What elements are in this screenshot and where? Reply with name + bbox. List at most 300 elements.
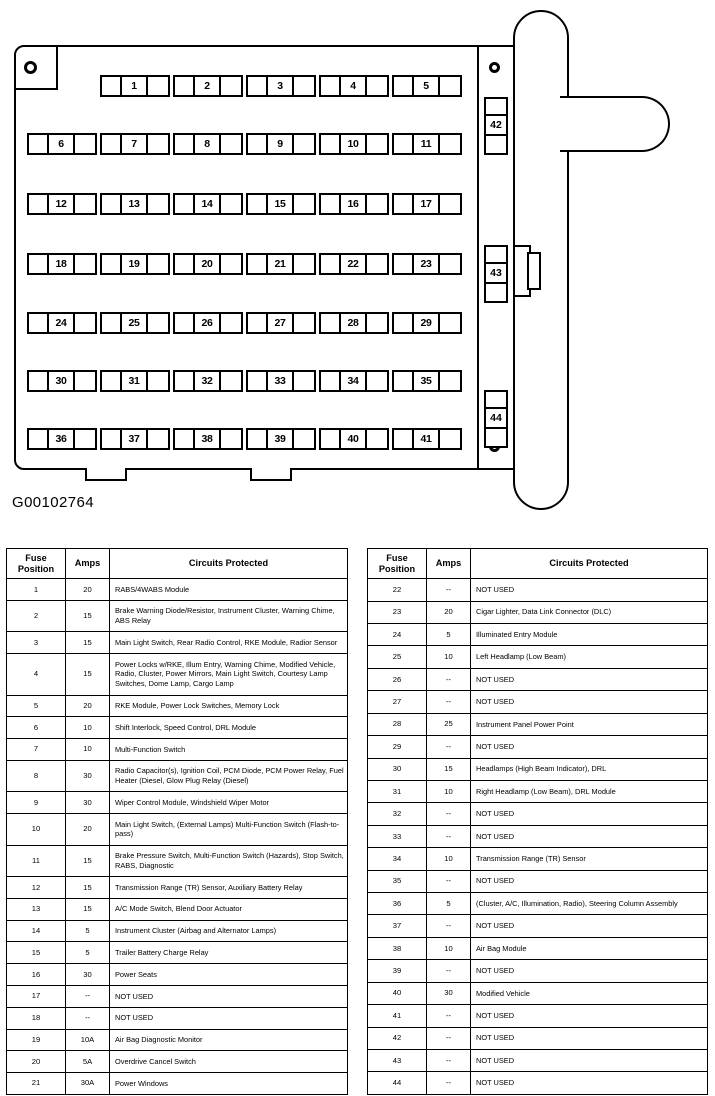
fuse-slot-number: 38 [195, 430, 221, 448]
fuse-slot-cell-left [29, 430, 49, 448]
fuse-slot-29[interactable] [392, 312, 462, 334]
fuse-slot-number: 9 [268, 135, 294, 153]
cell-fuse-position: 12 [7, 877, 66, 899]
cell-amps: 5 [66, 920, 110, 942]
cell-circuits-protected: NOT USED [471, 915, 708, 937]
cell-fuse-position: 42 [368, 1027, 427, 1049]
cell-circuits-protected: RABS/4WABS Module [110, 579, 348, 601]
fuse-slot-cell-right [75, 430, 95, 448]
cell-amps: 30 [66, 964, 110, 986]
fuse-slot-cell-right [294, 372, 314, 390]
fuse-slot-number: 21 [268, 255, 294, 273]
fuse-slot-cell-left [248, 135, 268, 153]
fuse-slot-2[interactable] [173, 75, 243, 97]
table-row [368, 780, 708, 802]
fuse-slot-cell-right [440, 135, 460, 153]
fuse-slot-cell-right [367, 77, 387, 95]
cell-circuits-protected: Air Bag Module [471, 937, 708, 959]
cell-amps: 30 [427, 982, 471, 1004]
fuse-slot-number: 17 [414, 195, 440, 213]
cell-fuse-position: 17 [7, 986, 66, 1008]
fuse-slot-cell-right [221, 77, 241, 95]
cell-fuse-position: 22 [368, 579, 427, 601]
fuse-slot-cell-right [75, 372, 95, 390]
fuse-slot-14[interactable] [173, 193, 243, 215]
fuse-slot-cell-left [175, 135, 195, 153]
fuse-slot-number: 4 [341, 77, 367, 95]
fuse-slot-21[interactable] [246, 253, 316, 275]
fuse-slot-cell-right [367, 255, 387, 273]
fuse-slot-cell-bottom [486, 136, 506, 153]
fuse-slot-cell-left [321, 77, 341, 95]
fuse-slot-cell-right [294, 135, 314, 153]
cell-circuits-protected: Brake Warning Diode/Resistor, Instrument Cluster, Warning Chime, ABS Relay [110, 600, 348, 632]
fuse-slot-number: 7 [122, 135, 148, 153]
table-row [7, 1051, 348, 1073]
header-fuse-position [368, 549, 427, 579]
cell-circuits-protected: NOT USED [471, 668, 708, 690]
fuse-slot-5[interactable] [392, 75, 462, 97]
table-row [368, 1027, 708, 1049]
fuse-slot-cell-left [394, 255, 414, 273]
table-row [368, 803, 708, 825]
figure-caption: G00102764 [12, 494, 95, 511]
fuse-slot-33[interactable] [246, 370, 316, 392]
fuse-table-right [367, 548, 708, 1095]
fuse-slot-cell-right [440, 372, 460, 390]
fuse-slot-number: 44 [486, 409, 506, 429]
cell-fuse-position: 24 [368, 624, 427, 646]
fuse-slot-22[interactable] [319, 253, 389, 275]
fuse-slot-38[interactable] [173, 428, 243, 450]
header-amps: Amps [66, 549, 110, 579]
fuse-slot-9[interactable] [246, 133, 316, 155]
header-fuse-position-line2: Position [17, 563, 55, 574]
cell-fuse-position: 44 [368, 1072, 427, 1094]
fuse-slot-43[interactable] [484, 245, 508, 303]
fuse-slot-cell-left [175, 77, 195, 95]
fuse-slot-number: 30 [49, 372, 75, 390]
fuse-slot-16[interactable] [319, 193, 389, 215]
fuse-slot-1[interactable] [100, 75, 170, 97]
fuse-slot-27[interactable] [246, 312, 316, 334]
fuse-slot-cell-left [394, 135, 414, 153]
connector-block-inner [527, 252, 541, 290]
fuse-slot-number: 27 [268, 314, 294, 332]
cell-circuits-protected: Multi-Function Switch [110, 739, 348, 761]
fuse-slot-number: 15 [268, 195, 294, 213]
fuse-slot-number: 22 [341, 255, 367, 273]
fuse-slot-28[interactable] [319, 312, 389, 334]
cell-fuse-position: 9 [7, 792, 66, 814]
fuse-slot-19[interactable] [100, 253, 170, 275]
cell-amps: 10 [427, 780, 471, 802]
fuse-slot-number: 3 [268, 77, 294, 95]
cell-circuits-protected: Transmission Range (TR) Sensor [471, 848, 708, 870]
cell-amps: 25 [427, 713, 471, 735]
cell-amps: 20 [66, 579, 110, 601]
cell-amps: 10 [66, 739, 110, 761]
cell-fuse-position: 26 [368, 668, 427, 690]
cell-circuits-protected: RKE Module, Power Lock Switches, Memory Lock [110, 695, 348, 717]
fuse-box-diagram [0, 0, 715, 530]
fuse-slot-number: 34 [341, 372, 367, 390]
cell-fuse-position: 40 [368, 982, 427, 1004]
fuse-slot-cell-right [221, 372, 241, 390]
fuse-slot-cell-left [29, 135, 49, 153]
fuse-slot-cell-left [248, 430, 268, 448]
fuse-slot-44[interactable] [484, 390, 508, 448]
cell-fuse-position: 32 [368, 803, 427, 825]
side-panel-screw-hole-top-icon [489, 62, 500, 73]
cell-fuse-position: 11 [7, 845, 66, 877]
fuse-slot-18[interactable] [27, 253, 97, 275]
table-row [368, 579, 708, 601]
fuse-slot-number: 42 [486, 116, 506, 136]
cell-fuse-position: 41 [368, 1005, 427, 1027]
table-row [7, 986, 348, 1008]
header-fuse-position-line1: Fuse [25, 553, 47, 563]
cell-fuse-position: 1 [7, 579, 66, 601]
cell-amps: 10 [66, 717, 110, 739]
cell-amps: 10 [427, 937, 471, 959]
cell-amps: 15 [427, 758, 471, 780]
fuse-slot-cell-top [486, 99, 506, 116]
cell-circuits-protected: Instrument Cluster (Airbag and Alternator Lamps) [110, 920, 348, 942]
table-row [368, 825, 708, 847]
fuse-slot-cell-left [175, 195, 195, 213]
fuse-slot-36[interactable] [27, 428, 97, 450]
cell-fuse-position: 7 [7, 739, 66, 761]
fuse-slot-cell-left [29, 195, 49, 213]
cell-amps: -- [427, 1072, 471, 1094]
cell-circuits-protected: NOT USED [471, 803, 708, 825]
fuse-slot-number: 25 [122, 314, 148, 332]
cell-circuits-protected: NOT USED [471, 870, 708, 892]
fuse-slot-number: 10 [341, 135, 367, 153]
cell-circuits-protected: Shift Interlock, Speed Control, DRL Module [110, 717, 348, 739]
table-row [7, 654, 348, 695]
table-row [368, 758, 708, 780]
fuse-slot-cell-left [321, 372, 341, 390]
fuse-slot-cell-left [102, 77, 122, 95]
fuse-slot-cell-left [321, 135, 341, 153]
table-row [7, 845, 348, 877]
fuse-slot-cell-right [148, 195, 168, 213]
fuse-slot-number: 35 [414, 372, 440, 390]
fuse-slot-23[interactable] [392, 253, 462, 275]
table-header-row [7, 549, 348, 579]
fuse-slot-34[interactable] [319, 370, 389, 392]
fuse-slot-32[interactable] [173, 370, 243, 392]
cell-fuse-position: 25 [368, 646, 427, 668]
fuse-slot-cell-left [394, 372, 414, 390]
cell-amps: 20 [66, 814, 110, 846]
fuse-slot-number: 33 [268, 372, 294, 390]
cell-fuse-position: 14 [7, 920, 66, 942]
fuse-slot-cell-left [394, 314, 414, 332]
cell-circuits-protected: NOT USED [110, 986, 348, 1008]
header-circuits: Circuits Protected [471, 549, 708, 579]
table-row [7, 877, 348, 899]
cell-fuse-position: 16 [7, 964, 66, 986]
table-row [368, 960, 708, 982]
fuse-slot-number: 13 [122, 195, 148, 213]
cell-circuits-protected: Headlamps (High Beam Indicator), DRL [471, 758, 708, 780]
fuse-slot-15[interactable] [246, 193, 316, 215]
cell-circuits-protected: Left Headlamp (Low Beam) [471, 646, 708, 668]
fuse-slot-cell-left [175, 372, 195, 390]
cell-amps: 15 [66, 845, 110, 877]
cell-amps: -- [427, 1027, 471, 1049]
fuse-slot-cell-left [248, 195, 268, 213]
cell-amps: -- [427, 668, 471, 690]
cell-fuse-position: 33 [368, 825, 427, 847]
fuse-slot-number: 8 [195, 135, 221, 153]
fuse-slot-number: 23 [414, 255, 440, 273]
cell-circuits-protected: Air Bag Diagnostic Monitor [110, 1029, 348, 1051]
table-row [7, 920, 348, 942]
panel-screw-hole-icon [24, 61, 37, 74]
cell-amps: 5A [66, 1051, 110, 1073]
cell-circuits-protected: Power Seats [110, 964, 348, 986]
table-row [7, 1073, 348, 1095]
fuse-slot-cell-right [440, 430, 460, 448]
fuse-slot-3[interactable] [246, 75, 316, 97]
cell-circuits-protected: Wiper Control Module, Windshield Wiper Motor [110, 792, 348, 814]
cell-circuits-protected: Brake Pressure Switch, Multi-Function Switch (Hazards), Stop Switch, RABS, Diagnostic [110, 845, 348, 877]
cell-amps: 10 [427, 848, 471, 870]
cell-circuits-protected: Modified Vehicle [471, 982, 708, 1004]
table-row [368, 937, 708, 959]
cell-amps: 10 [427, 646, 471, 668]
table-row [7, 632, 348, 654]
fuse-slot-cell-right [75, 195, 95, 213]
fuse-slot-35[interactable] [392, 370, 462, 392]
fuse-slot-number: 37 [122, 430, 148, 448]
cell-fuse-position: 2 [7, 600, 66, 632]
fuse-slot-cell-left [394, 195, 414, 213]
panel-bottom-tab-2-mask [253, 467, 290, 470]
fuse-slot-8[interactable] [173, 133, 243, 155]
fuse-slot-number: 31 [122, 372, 148, 390]
cell-fuse-position: 8 [7, 760, 66, 792]
table-row [7, 717, 348, 739]
cell-circuits-protected: Overdrive Cancel Switch [110, 1051, 348, 1073]
header-fuse-position-line2: Position [378, 563, 416, 574]
table-row [368, 668, 708, 690]
cell-circuits-protected: Power Windows [110, 1073, 348, 1095]
cell-amps: -- [427, 1005, 471, 1027]
fuse-slot-25[interactable] [100, 312, 170, 334]
fuse-slot-number: 20 [195, 255, 221, 273]
cell-fuse-position: 10 [7, 814, 66, 846]
header-circuits: Circuits Protected [110, 549, 348, 579]
fuse-slot-13[interactable] [100, 193, 170, 215]
fuse-slot-cell-left [175, 255, 195, 273]
fuse-slot-cell-top [486, 247, 506, 264]
fuse-slot-cell-left [394, 430, 414, 448]
cell-amps: -- [427, 870, 471, 892]
cell-circuits-protected: Transmission Range (TR) Sensor, Auxiliary Battery Relay [110, 877, 348, 899]
fuse-slot-cell-top [486, 392, 506, 409]
fuse-slot-cell-right [148, 135, 168, 153]
cell-amps: 30 [66, 760, 110, 792]
fuse-slot-cell-right [221, 430, 241, 448]
cell-circuits-protected: NOT USED [471, 736, 708, 758]
cell-circuits-protected: NOT USED [471, 1027, 708, 1049]
cell-circuits-protected: Cigar Lighter, Data Link Connector (DLC) [471, 601, 708, 623]
fuse-slot-11[interactable] [392, 133, 462, 155]
connector-stub-mask [558, 99, 565, 149]
fuse-slot-number: 16 [341, 195, 367, 213]
fuse-slot-cell-right [294, 255, 314, 273]
fuse-slot-40[interactable] [319, 428, 389, 450]
table-row [368, 713, 708, 735]
cell-circuits-protected: NOT USED [471, 579, 708, 601]
cell-fuse-position: 38 [368, 937, 427, 959]
fuse-slot-cell-left [102, 135, 122, 153]
header-fuse-position-line1: Fuse [386, 553, 408, 563]
fuse-slot-cell-right [148, 372, 168, 390]
cell-fuse-position: 3 [7, 632, 66, 654]
fuse-table-left [6, 548, 348, 1095]
fuse-slot-cell-right [294, 77, 314, 95]
table-row [7, 600, 348, 632]
fuse-slot-cell-right [367, 314, 387, 332]
table-row [368, 601, 708, 623]
fuse-slot-42[interactable] [484, 97, 508, 155]
fuse-slot-cell-right [75, 255, 95, 273]
cell-circuits-protected: Trailer Battery Charge Relay [110, 942, 348, 964]
cell-amps: 10A [66, 1029, 110, 1051]
fuse-slot-cell-left [175, 430, 195, 448]
cell-amps: -- [427, 1050, 471, 1072]
header-fuse-position [7, 549, 66, 579]
fuse-slot-cell-left [248, 255, 268, 273]
fuse-slot-41[interactable] [392, 428, 462, 450]
fuse-slot-10[interactable] [319, 133, 389, 155]
cell-fuse-position: 15 [7, 942, 66, 964]
fuse-slot-cell-right [440, 255, 460, 273]
cell-fuse-position: 19 [7, 1029, 66, 1051]
fuse-slot-20[interactable] [173, 253, 243, 275]
fuse-slot-12[interactable] [27, 193, 97, 215]
cell-amps: 20 [66, 695, 110, 717]
fuse-slot-37[interactable] [100, 428, 170, 450]
cell-circuits-protected: (Cluster, A/C, Illumination, Radio), Steering Column Assembly [471, 893, 708, 915]
fuse-slot-4[interactable] [319, 75, 389, 97]
fuse-slot-26[interactable] [173, 312, 243, 334]
table-row [368, 1050, 708, 1072]
cell-amps: 5 [427, 893, 471, 915]
fuse-slot-number: 6 [49, 135, 75, 153]
fuse-slot-31[interactable] [100, 370, 170, 392]
table-row [368, 624, 708, 646]
cell-circuits-protected: NOT USED [471, 691, 708, 713]
cell-fuse-position: 5 [7, 695, 66, 717]
fuse-slot-cell-right [148, 314, 168, 332]
fuse-slot-17[interactable] [392, 193, 462, 215]
fuse-slot-cell-bottom [486, 284, 506, 301]
table-row [368, 736, 708, 758]
table-row [7, 579, 348, 601]
cell-amps: -- [427, 825, 471, 847]
cell-circuits-protected: Main Light Switch, (External Lamps) Multi-Function Switch (Flash-to-pass) [110, 814, 348, 846]
cell-amps: 5 [66, 942, 110, 964]
fuse-slot-cell-right [75, 135, 95, 153]
table-row [368, 870, 708, 892]
cell-amps: 20 [427, 601, 471, 623]
fuse-slot-cell-left [248, 372, 268, 390]
cell-amps: -- [66, 1007, 110, 1029]
fuse-slot-39[interactable] [246, 428, 316, 450]
cell-amps: 30A [66, 1073, 110, 1095]
cell-circuits-protected: A/C Mode Switch, Blend Door Actuator [110, 898, 348, 920]
cell-amps: 15 [66, 898, 110, 920]
fuse-slot-cell-left [248, 314, 268, 332]
fuse-slot-6[interactable] [27, 133, 97, 155]
table-row [368, 915, 708, 937]
cell-amps: -- [427, 915, 471, 937]
cell-circuits-protected: NOT USED [471, 960, 708, 982]
fuse-slot-30[interactable] [27, 370, 97, 392]
cell-circuits-protected: Main Light Switch, Rear Radio Control, RKE Module, Radior Sensor [110, 632, 348, 654]
cell-fuse-position: 34 [368, 848, 427, 870]
table-row [7, 695, 348, 717]
fuse-slot-7[interactable] [100, 133, 170, 155]
fuse-slot-number: 2 [195, 77, 221, 95]
fuse-slot-24[interactable] [27, 312, 97, 334]
fuse-slot-number: 43 [486, 264, 506, 284]
table-row [368, 1072, 708, 1094]
fuse-slot-cell-right [367, 372, 387, 390]
fuse-slot-cell-left [29, 255, 49, 273]
cell-amps: 15 [66, 877, 110, 899]
table-row [7, 760, 348, 792]
fuse-slot-number: 32 [195, 372, 221, 390]
fuse-slot-number: 40 [341, 430, 367, 448]
cell-circuits-protected: Illuminated Entry Module [471, 624, 708, 646]
cell-fuse-position: 30 [368, 758, 427, 780]
connector-block-mask [515, 248, 520, 294]
cell-fuse-position: 23 [368, 601, 427, 623]
table-row [7, 814, 348, 846]
cell-fuse-position: 13 [7, 898, 66, 920]
fuse-table-right-body [368, 579, 708, 1095]
fuse-slot-cell-left [102, 372, 122, 390]
fuse-slot-cell-left [102, 255, 122, 273]
fuse-slot-cell-left [29, 314, 49, 332]
panel-bottom-tab-1-mask [88, 467, 125, 470]
cell-amps: 15 [66, 600, 110, 632]
table-row [7, 898, 348, 920]
cell-amps: -- [427, 736, 471, 758]
fuse-slot-number: 19 [122, 255, 148, 273]
table-row [368, 893, 708, 915]
fuse-slot-number: 41 [414, 430, 440, 448]
fuse-slot-number: 12 [49, 195, 75, 213]
table-row [368, 1005, 708, 1027]
fuse-slot-cell-right [221, 255, 241, 273]
fuse-slot-number: 1 [122, 77, 148, 95]
cell-amps: -- [427, 579, 471, 601]
cell-fuse-position: 31 [368, 780, 427, 802]
fuse-slot-cell-left [321, 314, 341, 332]
fuse-slot-cell-right [440, 314, 460, 332]
fuse-slot-number: 36 [49, 430, 75, 448]
cell-circuits-protected: NOT USED [471, 1050, 708, 1072]
